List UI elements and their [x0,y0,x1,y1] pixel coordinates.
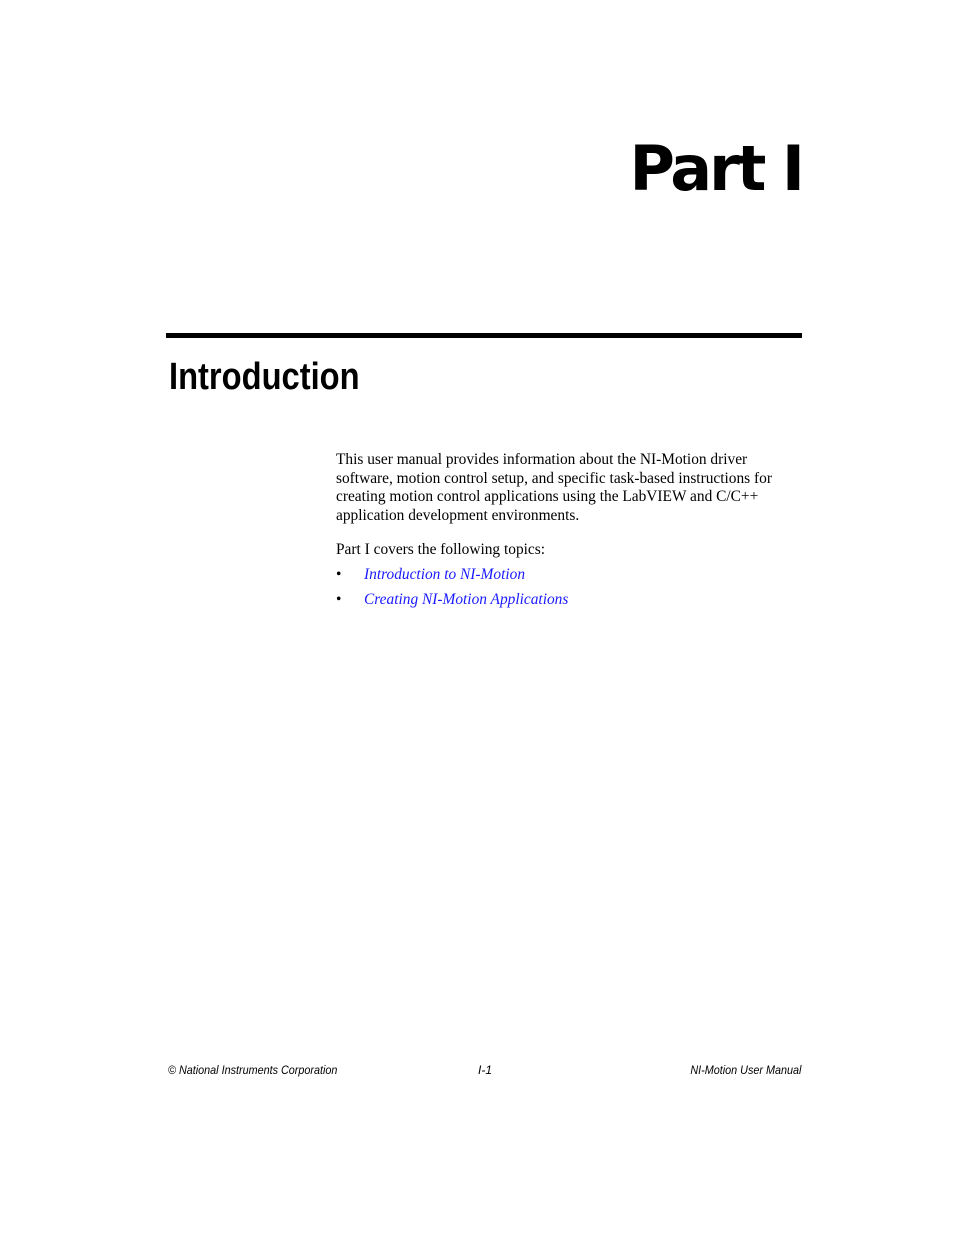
section-divider [166,333,802,338]
list-item [336,566,796,591]
footer-page-number: I-1 [478,1063,493,1077]
bullet-icon: • [336,565,342,583]
topics-list [336,566,796,616]
page-footer [168,1062,801,1078]
list-item [336,591,796,616]
footer-copyright: © National Instruments Corporation [168,1063,338,1077]
section-title: Introduction [169,356,360,398]
topics-lead: Part I covers the following topics: [336,540,546,558]
bullet-icon: • [336,590,342,608]
topic-link-creating-applications[interactable]: Creating NI-Motion Applications [364,590,569,608]
topic-link-introduction[interactable]: Introduction to NI-Motion [364,565,526,583]
body-content [336,451,796,616]
part-title: Part I [629,132,802,205]
footer-manual-title: NI-Motion User Manual [689,1063,801,1077]
intro-paragraph: This user manual provides information about the NI-Motion driver software, motion control setup, and specific task-based instructions for creating motion control applications using the LabVIEW and C/C++ application development environments. [336,451,772,525]
